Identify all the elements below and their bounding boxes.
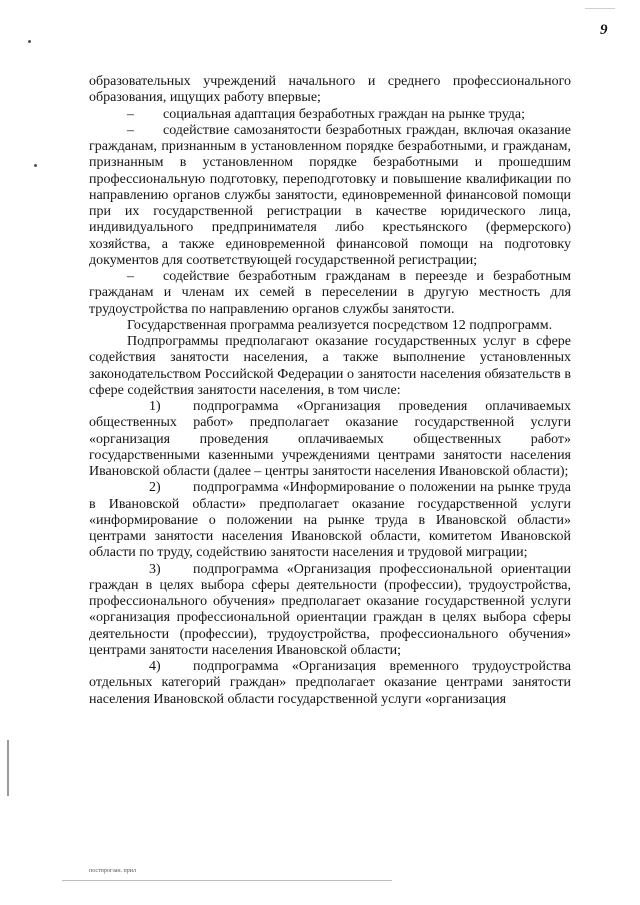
scan-speck	[34, 164, 37, 167]
list-item: – содействие самозанятости безработных граждан, включая оказание гражданам, признанным в установленном порядке безработными, и гражданам, признанным в установленном порядке безработными и прошедшим профессиональную подготовку, переподготовку и повышение квалификации по направлению органов службы занятости, единовременной финансовой помощи при их государственной регистрации в качестве юридического лица, индивидуального предпринимателя либо крестьянского (фермерского) хозяйства, а также единовременной финансовой помощи на подготовку документов для соответствующей государственной регистрации;	[89, 122, 571, 268]
footer-note: постпрогзан. прил	[89, 868, 136, 874]
numbered-item: 1) подпрограмма «Организация проведения оплачиваемых общественных работ» предполагает оказание государственной услуги «организация проведения оплачиваемых общественных работ» государственными казенными учреждениями центрами занятости населения Ивановской области (далее – центры занятости населения Ивановской области);	[89, 399, 571, 479]
numbered-item: 2) подпрограмма «Информирование о положении на рынке труда в Ивановской области» предполагает оказание государственной услуги «информирование о положении на рынке труда в Ивановской области» центрами занятости населения Ивановской области, комитетом Ивановской области по труду, содействию занятости населения и трудовой миграции;	[89, 480, 571, 561]
document-body	[89, 74, 571, 708]
list-item: – содействие безработным гражданам в переезде и безработным гражданам и членам их семей в переселении в другую местность для трудоустройства по направлению органов службы занятости.	[89, 269, 571, 317]
page-number: 9	[600, 22, 608, 38]
scan-artifact-left	[7, 740, 9, 796]
scan-artifact-bottom	[62, 880, 392, 881]
paragraph: Государственная программа реализуется посредством 12 подпрограмм.	[127, 317, 553, 333]
paragraph: Подпрограммы предполагают оказание государственных услуг в сфере содействия занятости населения, а также выполнение установленных законодательством Российской Федерации о занятости населения обязательств в сфере содействия занятости населения, в том числе:	[89, 334, 571, 398]
scan-speck	[28, 40, 31, 43]
numbered-item: 3) подпрограмма «Организация профессиональной ориентации граждан в целях выбора сферы деятельности (профессии), трудоустройства, профессионального обучения» предполагает оказание государственной услуги «организация профессиональной ориентации граждан в целях выбора сферы деятельности (профессии), трудоустройства, профессионального обучения» центрами занятости населения Ивановской области;	[89, 561, 571, 658]
list-item: – социальная адаптация безработных граждан на рынке труда;	[127, 106, 526, 122]
paragraph: образовательных учреждений начального и среднего профессионального образования, ищущих работу впервые;	[89, 74, 571, 106]
scan-artifact-top	[585, 8, 615, 9]
numbered-item: 4) подпрограмма «Организация временного трудоустройства отдельных категорий граждан» предполагает оказание центрами занятости населения Ивановской области государственной услуги «организация	[89, 659, 571, 707]
